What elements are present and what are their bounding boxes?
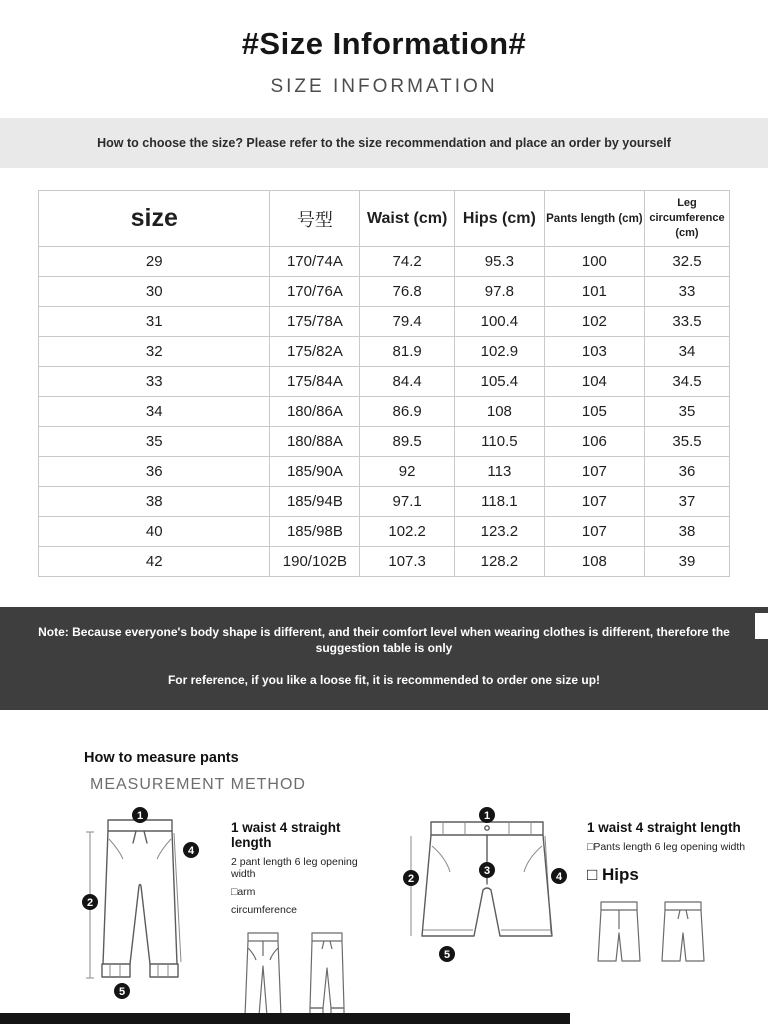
note-band xyxy=(0,607,768,710)
size-table-cell: 108 xyxy=(454,397,544,427)
pants-legend-line-3: □arm xyxy=(231,885,256,898)
size-table-cell: 180/88A xyxy=(270,427,360,457)
note-line-1: Note: Because everyone's body shape is different, and their comfort level when wearing clothes is different, therefore the suggestion table is only xyxy=(38,625,730,655)
size-table-cell: 100 xyxy=(544,247,644,277)
size-table-cell: 35 xyxy=(39,427,270,457)
note-band-notch xyxy=(755,613,768,639)
size-table-cell: 30 xyxy=(39,277,270,307)
size-table-cell: 110.5 xyxy=(454,427,544,457)
size-table-cell: 107.3 xyxy=(360,547,455,577)
size-table-cell: 31 xyxy=(39,307,270,337)
shorts-legend-hips: □ Hips xyxy=(587,864,639,884)
size-table-cell: 100.4 xyxy=(454,307,544,337)
size-table-row xyxy=(39,457,730,487)
marker-pant-length xyxy=(82,894,98,910)
size-table-cell: 84.4 xyxy=(360,367,455,397)
size-table-cell: 108 xyxy=(544,547,644,577)
size-table-cell: 123.2 xyxy=(454,517,544,547)
size-table-row xyxy=(39,367,730,397)
size-table-cell: 97.8 xyxy=(454,277,544,307)
column-header-leg-circumference: Leg circumference (cm) xyxy=(644,191,729,247)
size-table-row xyxy=(39,277,730,307)
column-header-model: 号型 xyxy=(270,191,360,247)
size-table-cell: 102 xyxy=(544,307,644,337)
pants-legend-line-4: circumference xyxy=(231,903,297,916)
pants-legend-line-2: 2 pant length 6 leg opening width xyxy=(231,855,358,880)
size-table-cell: 92 xyxy=(360,457,455,487)
size-table-cell: 102.9 xyxy=(454,337,544,367)
marker-rise xyxy=(479,862,495,878)
marker-number: 2 xyxy=(86,896,94,909)
column-header-size: size xyxy=(39,191,270,247)
size-table-header-row xyxy=(39,191,730,247)
size-table-row xyxy=(39,427,730,457)
size-table-cell: 34 xyxy=(39,397,270,427)
marker-number: 5 xyxy=(118,985,126,998)
marker-number: 5 xyxy=(443,948,451,961)
mini-shorts-icons xyxy=(595,899,747,969)
size-table-cell: 34 xyxy=(644,337,729,367)
marker-number: 1 xyxy=(483,809,491,822)
size-table-cell: 36 xyxy=(644,457,729,487)
size-table-cell: 29 xyxy=(39,247,270,277)
size-table-cell: 101 xyxy=(544,277,644,307)
marker-straight-length xyxy=(183,842,199,858)
size-table-cell: 35 xyxy=(644,397,729,427)
marker-pants-length xyxy=(403,870,419,886)
measurement-diagrams xyxy=(70,806,768,1022)
size-table-cell: 175/82A xyxy=(270,337,360,367)
size-choose-banner xyxy=(0,118,768,168)
size-table-row xyxy=(39,487,730,517)
size-table-cell: 104 xyxy=(544,367,644,397)
size-table-cell: 170/76A xyxy=(270,277,360,307)
size-table-row xyxy=(39,307,730,337)
size-table-row xyxy=(39,337,730,367)
size-table-cell: 89.5 xyxy=(360,427,455,457)
size-table-cell: 175/84A xyxy=(270,367,360,397)
size-table-cell: 36 xyxy=(39,457,270,487)
size-table-cell: 106 xyxy=(544,427,644,457)
banner-text: How to choose the size? Please refer to the size recommendation and place an order by yourself xyxy=(97,136,671,150)
column-header-hips: Hips (cm) xyxy=(454,191,544,247)
mini-pants-front-icon xyxy=(239,930,287,1022)
size-table-cell: 185/98B xyxy=(270,517,360,547)
column-header-pants-length: Pants length (cm) xyxy=(544,191,644,247)
size-table-cell: 35.5 xyxy=(644,427,729,457)
size-table-cell: 105.4 xyxy=(454,367,544,397)
pants-measure-legend xyxy=(231,806,381,1022)
size-table-cell: 95.3 xyxy=(454,247,544,277)
size-table-cell: 32 xyxy=(39,337,270,367)
size-table-cell: 40 xyxy=(39,517,270,547)
size-table-cell: 103 xyxy=(544,337,644,367)
column-header-waist: Waist (cm) xyxy=(360,191,455,247)
shorts-legend-line-2: □Pants length 6 leg opening width xyxy=(587,840,746,853)
marker-number: 3 xyxy=(483,864,491,877)
size-table-cell: 32.5 xyxy=(644,247,729,277)
size-table-cell: 39 xyxy=(644,547,729,577)
size-table-cell: 38 xyxy=(39,487,270,517)
size-table-cell: 107 xyxy=(544,517,644,547)
size-table-cell: 33.5 xyxy=(644,307,729,337)
marker-waist xyxy=(479,807,495,823)
size-table-cell: 97.1 xyxy=(360,487,455,517)
mini-jogger-icon xyxy=(303,930,351,1022)
size-table-cell: 38 xyxy=(644,517,729,547)
shorts-measure-figure xyxy=(399,806,579,973)
size-table-cell: 113 xyxy=(454,457,544,487)
size-table-cell: 74.2 xyxy=(360,247,455,277)
size-table-cell: 102.2 xyxy=(360,517,455,547)
size-table-cell: 37 xyxy=(644,487,729,517)
size-table-cell: 170/74A xyxy=(270,247,360,277)
mini-shorts-drawstring-icon xyxy=(659,899,707,969)
size-table-cell: 105 xyxy=(544,397,644,427)
size-table-cell: 79.4 xyxy=(360,307,455,337)
size-table-cell: 76.8 xyxy=(360,277,455,307)
shorts-drawing-icon xyxy=(399,806,574,968)
size-table-cell: 185/90A xyxy=(270,457,360,487)
shorts-measure-legend xyxy=(587,806,747,969)
measure-section-subtitle: MEASUREMENT METHOD xyxy=(90,775,306,793)
size-table-body xyxy=(39,247,730,577)
marker-number: 4 xyxy=(187,844,195,857)
size-table-cell: 107 xyxy=(544,487,644,517)
size-table-cell: 42 xyxy=(39,547,270,577)
size-table-row xyxy=(39,547,730,577)
size-table-cell: 33 xyxy=(644,277,729,307)
size-table-cell: 190/102B xyxy=(270,547,360,577)
size-table-row xyxy=(39,517,730,547)
size-table-cell: 185/94B xyxy=(270,487,360,517)
size-table-cell: 33 xyxy=(39,367,270,397)
size-table-row xyxy=(39,397,730,427)
size-table-cell: 180/86A xyxy=(270,397,360,427)
footer-divider-bar xyxy=(0,1013,570,1024)
marker-leg-opening xyxy=(439,946,455,962)
page-subtitle: SIZE INFORMATION xyxy=(270,76,498,97)
size-table-cell: 107 xyxy=(544,457,644,487)
size-table xyxy=(38,190,730,577)
pants-measure-figure xyxy=(70,806,225,1009)
size-table-row xyxy=(39,247,730,277)
pants-drawing-icon xyxy=(70,806,220,1004)
note-line-2: For reference, if you like a loose fit, it is recommended to order one size up! xyxy=(167,673,601,688)
size-table-cell: 86.9 xyxy=(360,397,455,427)
marker-number: 1 xyxy=(136,809,144,822)
size-table-cell: 175/78A xyxy=(270,307,360,337)
page-title: #Size Information# xyxy=(241,26,527,61)
size-table-cell: 34.5 xyxy=(644,367,729,397)
size-table-cell: 81.9 xyxy=(360,337,455,367)
marker-number: 2 xyxy=(407,872,415,885)
measure-section-title: How to measure pants xyxy=(84,749,239,766)
mini-shorts-front-icon xyxy=(595,899,643,969)
marker-leg-opening xyxy=(114,983,130,999)
marker-straight-length xyxy=(551,868,567,884)
marker-number: 4 xyxy=(555,870,563,883)
size-table-cell: 118.1 xyxy=(454,487,544,517)
mini-pants-icons xyxy=(239,930,381,1022)
shorts-legend-line-1: 1 waist 4 straight length xyxy=(587,819,741,835)
marker-waist xyxy=(132,807,148,823)
pants-legend-line-1: 1 waist 4 straight length xyxy=(231,819,341,850)
size-table-cell: 128.2 xyxy=(454,547,544,577)
